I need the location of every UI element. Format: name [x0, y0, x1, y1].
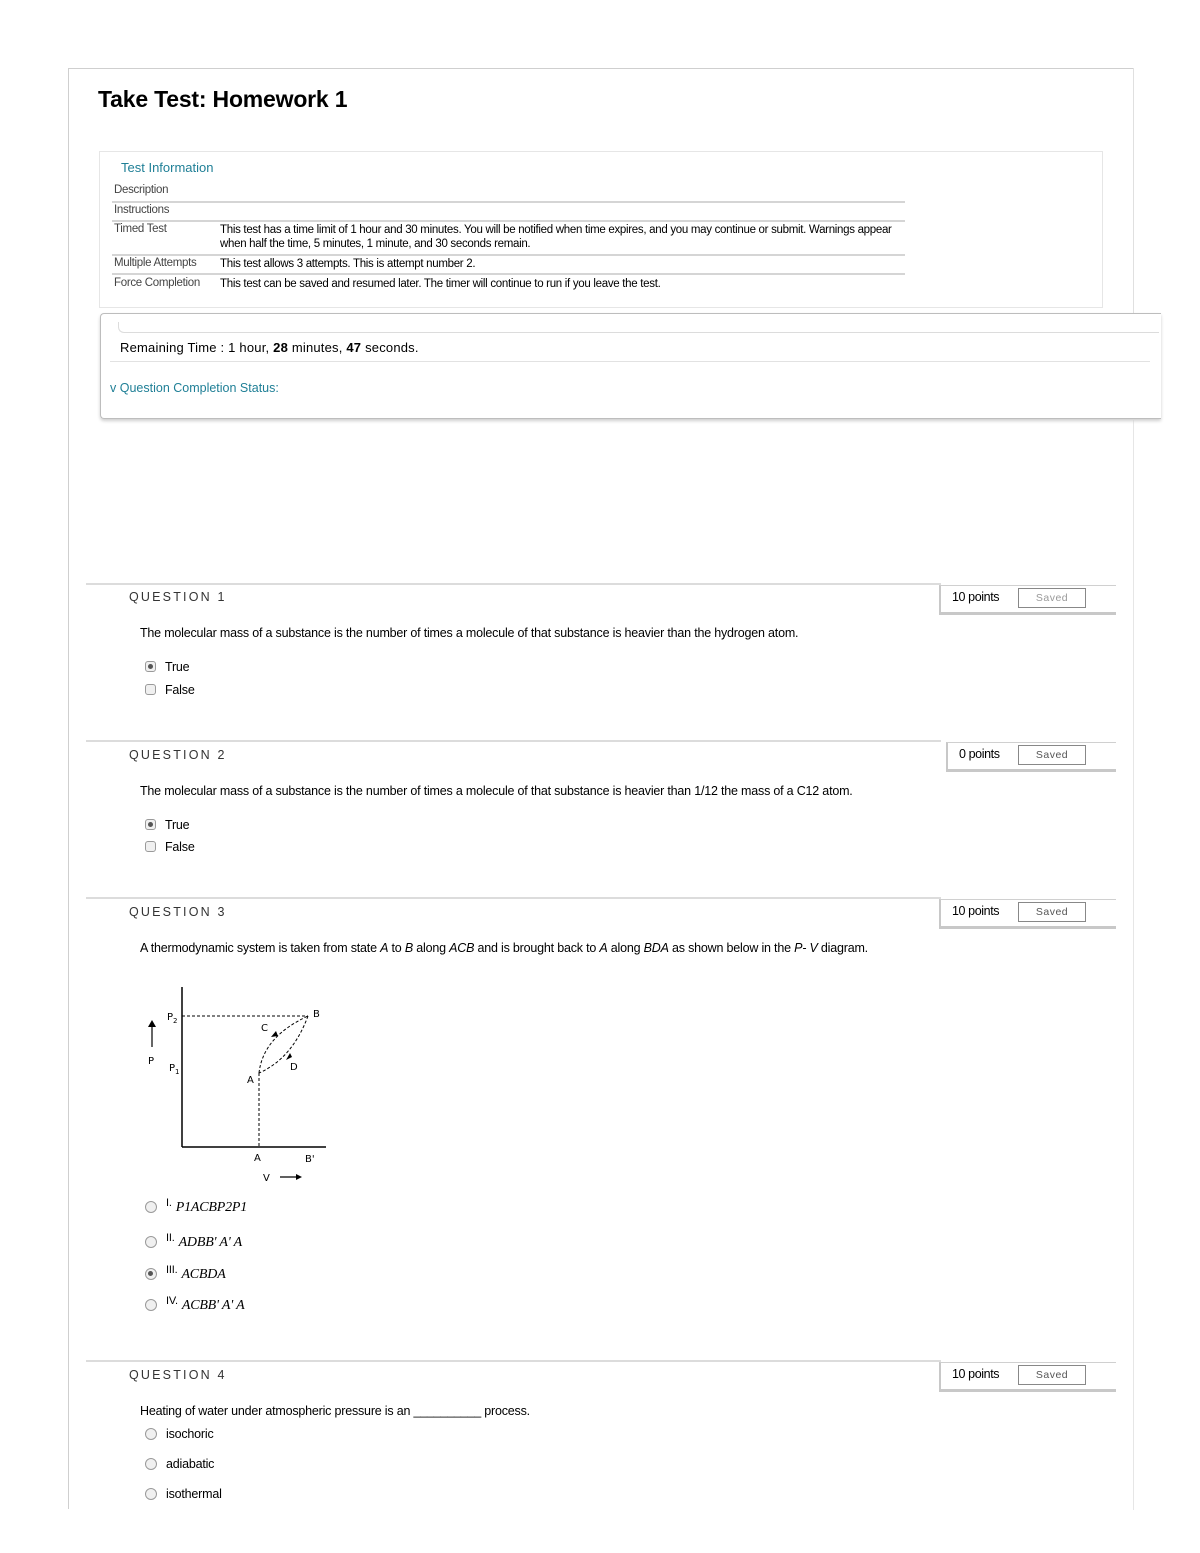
- remaining-time: Remaining Time : 1 hour, 28 minutes, 47 seconds.: [120, 340, 419, 355]
- divider: [110, 361, 1150, 362]
- radio-button[interactable]: [145, 1268, 157, 1280]
- option-label: ADBB' A' A: [178, 1235, 242, 1251]
- info-label: Force Completion: [114, 277, 200, 289]
- question-3-option-2[interactable]: II. ADBB' A' A: [145, 1232, 242, 1251]
- info-row-timed-test: [112, 223, 905, 256]
- radio-button[interactable]: [145, 1428, 157, 1440]
- option-label: False: [165, 683, 195, 697]
- question-4-option-isothermal[interactable]: [145, 1487, 222, 1501]
- option-label: False: [165, 840, 195, 854]
- question-4-option-isochoric[interactable]: [145, 1427, 214, 1441]
- question-2-option-true[interactable]: [145, 818, 189, 832]
- question-2-label: QUESTION 2: [129, 748, 227, 762]
- p-axis-label: P: [148, 1056, 155, 1067]
- question-3-text: A thermodynamic system is taken from state A to B along ACB and is brought back to A along BDA as shown below in the P- V diagram.: [140, 941, 868, 955]
- question-4-option-adiabatic[interactable]: [145, 1457, 214, 1471]
- info-row-description: [112, 184, 905, 203]
- p2-label: $P_2$: [167, 1012, 178, 1025]
- v-axis-label: V: [263, 1173, 270, 1184]
- option-label: True: [165, 818, 190, 832]
- remaining-minutes: 28: [273, 340, 289, 355]
- question-divider: [86, 740, 941, 742]
- p1-label: $P_1$: [169, 1063, 180, 1076]
- question-3-saved-badge: Saved: [1018, 902, 1086, 922]
- arrow-c: [271, 1031, 278, 1037]
- option-label: isothermal: [166, 1487, 222, 1501]
- point-b-label: B: [313, 1009, 320, 1020]
- remaining-hours: 1 hour: [228, 340, 266, 355]
- question-4-text: Heating of water under atmospheric pressure is an __________ process.: [140, 1404, 530, 1418]
- axis-a-label: A: [254, 1153, 261, 1164]
- info-label: Multiple Attempts: [114, 257, 197, 269]
- radio-button[interactable]: [145, 1458, 157, 1470]
- option-label: True: [165, 660, 190, 674]
- question-divider: [86, 583, 941, 585]
- question-completion-status-toggle[interactable]: [110, 381, 279, 395]
- info-value: This test can be saved and resumed later. The timer will continue to run if you leave the test.: [220, 278, 661, 290]
- minutes-unit: minutes: [291, 340, 339, 355]
- info-value: This test has a time limit of 1 hour and 30 minutes. You will be notified when time expires, and you may continue or submit. Warnings appear when half the time, 5 minutes, 1 minute, and 30 seconds remain.: [220, 224, 892, 250]
- option-label: ACBB' A' A: [181, 1298, 245, 1314]
- option-label: adiabatic: [166, 1457, 215, 1471]
- question-1-points: 10 points: [952, 590, 1000, 604]
- chevron-down-icon: v: [110, 381, 117, 395]
- radio-button[interactable]: [145, 1488, 157, 1500]
- question-2-saved-badge: Saved: [1018, 745, 1086, 765]
- radio-button[interactable]: [145, 684, 156, 695]
- remaining-time-label: Remaining Time: [120, 340, 217, 355]
- axis-b-prime-label: B': [305, 1154, 315, 1165]
- question-2-points: 0 points: [959, 747, 1000, 761]
- question-1-label: QUESTION 1: [129, 590, 227, 604]
- info-label: Instructions: [114, 204, 170, 216]
- point-c-label: C: [261, 1023, 268, 1034]
- question-4-saved-badge: Saved: [1018, 1365, 1086, 1385]
- radio-button[interactable]: [145, 819, 156, 830]
- radio-button[interactable]: [145, 841, 156, 852]
- option-label: ACBDA: [181, 1267, 226, 1283]
- radio-button[interactable]: [145, 1299, 157, 1311]
- question-2-text: The molecular mass of a substance is the number of times a molecule of that substance is heavier than 1/12 the mass of a C12 atom.: [140, 784, 853, 798]
- radio-button[interactable]: [145, 1201, 157, 1213]
- radio-button[interactable]: [145, 1236, 157, 1248]
- question-3-option-1[interactable]: I. P1ACBP2P1: [145, 1197, 247, 1216]
- point-a-label: A: [247, 1075, 254, 1086]
- info-label: Description: [114, 184, 169, 196]
- question-3-points: 10 points: [952, 904, 1000, 918]
- frame-edge: [1133, 420, 1134, 1510]
- question-divider: [86, 897, 941, 899]
- test-information-heading: Test Information: [121, 160, 214, 175]
- question-3-option-4[interactable]: IV. ACBB' A' A: [145, 1295, 244, 1314]
- option-label: P1ACBP2P1: [175, 1200, 248, 1216]
- page-title: Take Test: Homework 1: [98, 86, 348, 112]
- info-row-instructions: [112, 204, 905, 222]
- info-value: This test allows 3 attempts. This is attempt number 2.: [220, 258, 476, 270]
- question-3-label: QUESTION 3: [129, 905, 227, 919]
- question-3-option-3[interactable]: III. ACBDA: [145, 1264, 226, 1283]
- completion-status-label: Question Completion Status:: [119, 381, 279, 395]
- question-1-text: The molecular mass of a substance is the number of times a molecule of that substance is heavier than the hydrogen atom.: [140, 626, 799, 640]
- question-1-option-true[interactable]: [145, 660, 189, 674]
- remaining-seconds: 47: [346, 340, 362, 355]
- point-d-label: D: [290, 1062, 298, 1073]
- question-1-option-false[interactable]: [145, 683, 195, 697]
- question-2-option-false[interactable]: [145, 840, 195, 854]
- question-4-label: QUESTION 4: [129, 1368, 227, 1382]
- timer-progress-bar: [118, 322, 1159, 333]
- arrow-head-icon: [148, 1020, 156, 1027]
- info-label: Timed Test: [114, 223, 167, 235]
- question-divider: [86, 1360, 941, 1362]
- seconds-unit: seconds.: [365, 340, 419, 355]
- info-row-force-completion: [112, 277, 905, 293]
- option-label: isochoric: [166, 1427, 214, 1441]
- info-row-multiple-attempts: [112, 257, 905, 275]
- arrow-d: [286, 1053, 292, 1060]
- question-1-saved-badge: Saved: [1018, 588, 1086, 608]
- radio-button[interactable]: [145, 661, 156, 672]
- arrow-head-icon: [296, 1174, 302, 1180]
- pv-diagram: [140, 985, 340, 1185]
- frame-edge: [1133, 68, 1134, 313]
- question-4-points: 10 points: [952, 1367, 1000, 1381]
